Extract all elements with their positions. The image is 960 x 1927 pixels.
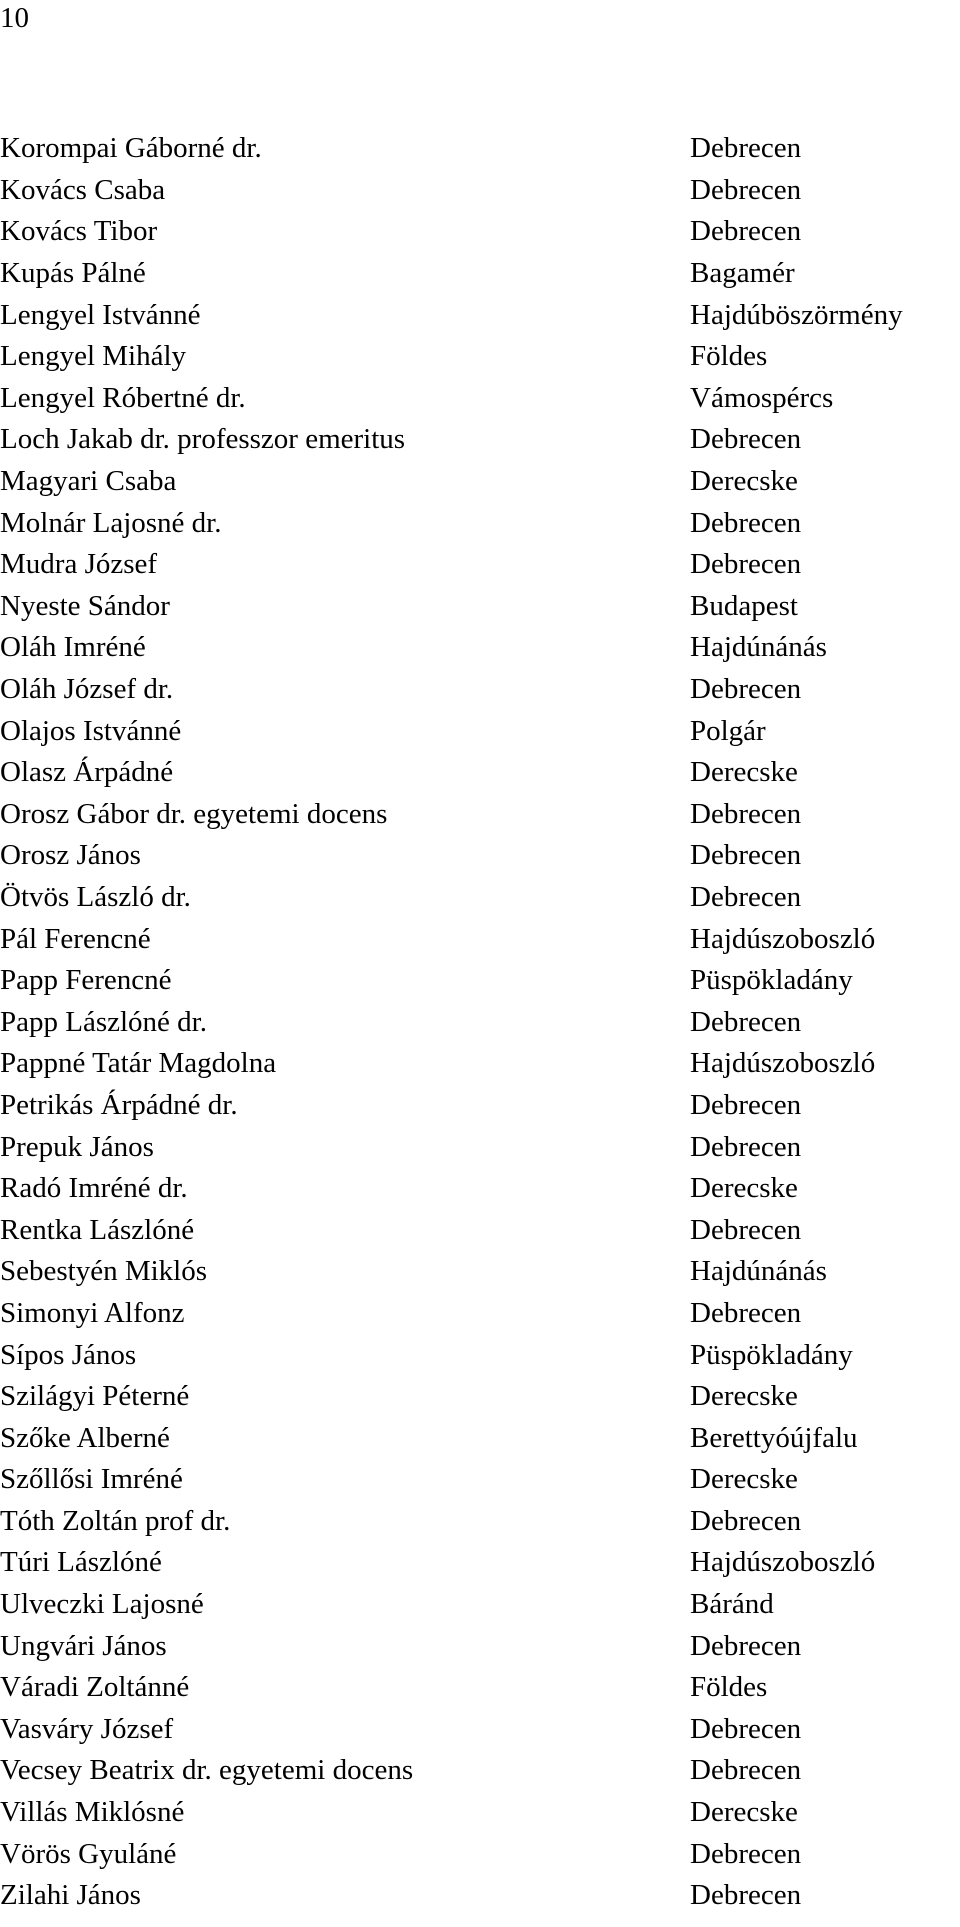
- list-item: [0, 1209, 960, 1251]
- list-item: [0, 710, 960, 752]
- list-item: [0, 1542, 960, 1584]
- member-city: Derecske: [690, 1463, 798, 1496]
- member-city: Debrecen: [690, 1088, 802, 1121]
- member-name: Váradi Zoltánné: [0, 1671, 190, 1704]
- member-city: Debrecen: [690, 132, 802, 165]
- list-item: [0, 1085, 960, 1127]
- list-item: [0, 170, 960, 212]
- member-name: Lengyel Mihály: [0, 340, 187, 373]
- list-item: [0, 461, 960, 503]
- member-city: Hajdúnánás: [690, 1255, 827, 1288]
- member-city: Püspökladány: [690, 1338, 853, 1371]
- member-city: Debrecen: [690, 1005, 802, 1038]
- list-item: [0, 1001, 960, 1043]
- list-item: [0, 1459, 960, 1501]
- list-item: [0, 1792, 960, 1834]
- member-city: Debrecen: [690, 173, 802, 206]
- member-city: Földes: [690, 340, 768, 373]
- member-name: Orosz Gábor dr. egyetemi docens: [0, 797, 388, 830]
- list-item: [0, 1043, 960, 1085]
- list-item: [0, 1584, 960, 1626]
- list-item: [0, 1709, 960, 1751]
- list-item: [0, 1833, 960, 1875]
- member-name: Loch Jakab dr. professzor emeritus: [0, 423, 406, 456]
- member-name: Kupás Pálné: [0, 257, 146, 290]
- member-name: Radó Imréné dr.: [0, 1172, 188, 1205]
- member-city: Földes: [690, 1671, 768, 1704]
- list-item: [0, 877, 960, 919]
- member-city: Debrecen: [690, 1296, 802, 1329]
- member-name: Sebestyén Miklós: [0, 1255, 208, 1288]
- member-city: Budapest: [690, 589, 798, 622]
- member-name: Ulveczki Lajosné: [0, 1588, 204, 1621]
- member-city: Debrecen: [690, 1837, 802, 1870]
- member-city: Berettyóújfalu: [690, 1421, 858, 1454]
- list-item: [0, 294, 960, 336]
- list-item: [0, 544, 960, 586]
- member-city: Derecske: [690, 756, 798, 789]
- member-city: Debrecen: [690, 1754, 802, 1787]
- member-city: Hajdúszoboszló: [690, 1047, 876, 1080]
- member-city: Báránd: [690, 1588, 774, 1621]
- member-city: Derecske: [690, 1172, 798, 1205]
- list-item: [0, 378, 960, 420]
- member-list: [0, 128, 960, 1917]
- list-item: [0, 835, 960, 877]
- list-item: [0, 794, 960, 836]
- member-city: Debrecen: [690, 880, 802, 913]
- member-name: Túri Lászlóné: [0, 1546, 162, 1579]
- list-item: [0, 1875, 960, 1917]
- member-name: Oláh József dr.: [0, 673, 174, 706]
- list-item: [0, 1251, 960, 1293]
- member-city: Debrecen: [690, 1213, 802, 1246]
- list-item: [0, 1126, 960, 1168]
- member-city: Bagamér: [690, 257, 795, 290]
- member-name: Mudra József: [0, 548, 158, 581]
- list-item: [0, 336, 960, 378]
- member-city: Debrecen: [690, 673, 802, 706]
- member-name: Vasváry József: [0, 1712, 174, 1745]
- list-item: [0, 1750, 960, 1792]
- member-city: Hajdúböszörmény: [690, 298, 903, 331]
- list-item: [0, 1293, 960, 1335]
- member-city: Debrecen: [690, 1504, 802, 1537]
- member-city: Debrecen: [690, 215, 802, 248]
- member-name: Petrikás Árpádné dr.: [0, 1088, 238, 1121]
- member-name: Pappné Tatár Magdolna: [0, 1047, 277, 1080]
- member-name: Lengyel Róbertné dr.: [0, 381, 246, 414]
- member-name: Korompai Gáborné dr.: [0, 132, 262, 165]
- member-name: Zilahi János: [0, 1879, 141, 1912]
- member-city: Debrecen: [690, 1130, 802, 1163]
- member-name: Vecsey Beatrix dr. egyetemi docens: [0, 1754, 414, 1787]
- member-city: Hajdúnánás: [690, 631, 827, 664]
- member-city: Polgár: [690, 714, 766, 747]
- member-city: Vámospércs: [690, 381, 834, 414]
- member-city: Debrecen: [690, 839, 802, 872]
- member-name: Nyeste Sándor: [0, 589, 170, 622]
- list-item: [0, 128, 960, 170]
- member-name: Rentka Lászlóné: [0, 1213, 195, 1246]
- member-name: Oláh Imréné: [0, 631, 146, 664]
- member-city: Püspökladány: [690, 964, 853, 997]
- list-item: [0, 960, 960, 1002]
- list-item: [0, 918, 960, 960]
- list-item: [0, 211, 960, 253]
- member-name: Szőllősi Imréné: [0, 1463, 183, 1496]
- member-name: Molnár Lajosné dr.: [0, 506, 222, 539]
- member-name: Pál Ferencné: [0, 922, 151, 955]
- member-name: Villás Miklósné: [0, 1796, 185, 1829]
- member-name: Simonyi Alfonz: [0, 1296, 185, 1329]
- list-item: [0, 1334, 960, 1376]
- member-city: Hajdúszoboszló: [690, 922, 876, 955]
- member-city: Derecske: [690, 1380, 798, 1413]
- member-city: Debrecen: [690, 506, 802, 539]
- list-item: [0, 1417, 960, 1459]
- member-name: Vörös Gyuláné: [0, 1837, 177, 1870]
- member-name: Ungvári János: [0, 1629, 167, 1662]
- list-item: [0, 669, 960, 711]
- member-name: Papp Ferencné: [0, 964, 172, 997]
- member-city: Debrecen: [690, 548, 802, 581]
- list-item: [0, 1376, 960, 1418]
- member-name: Kovács Tibor: [0, 215, 158, 248]
- member-city: Debrecen: [690, 1629, 802, 1662]
- member-name: Orosz János: [0, 839, 141, 872]
- list-item: [0, 1667, 960, 1709]
- member-name: Magyari Csaba: [0, 465, 177, 498]
- member-name: Lengyel Istvánné: [0, 298, 201, 331]
- member-name: Tóth Zoltán prof dr.: [0, 1504, 231, 1537]
- member-city: Debrecen: [690, 797, 802, 830]
- member-name: Prepuk János: [0, 1130, 154, 1163]
- member-name: Kovács Csaba: [0, 173, 166, 206]
- member-name: Olajos Istvánné: [0, 714, 182, 747]
- page-number: 10: [0, 2, 29, 34]
- member-city: Derecske: [690, 1796, 798, 1829]
- list-item: [0, 627, 960, 669]
- member-city: Debrecen: [690, 423, 802, 456]
- list-item: [0, 419, 960, 461]
- member-city: Hajdúszoboszló: [690, 1546, 876, 1579]
- member-name: Ötvös László dr.: [0, 880, 191, 913]
- list-item: [0, 586, 960, 628]
- member-city: Derecske: [690, 465, 798, 498]
- list-item: [0, 502, 960, 544]
- member-name: Olasz Árpádné: [0, 756, 174, 789]
- list-item: [0, 752, 960, 794]
- list-item: [0, 1168, 960, 1210]
- member-name: Szilágyi Péterné: [0, 1380, 190, 1413]
- member-city: Debrecen: [690, 1879, 802, 1912]
- member-name: Sípos János: [0, 1338, 137, 1371]
- list-item: [0, 1625, 960, 1667]
- member-name: Szőke Alberné: [0, 1421, 170, 1454]
- member-name: Papp Lászlóné dr.: [0, 1005, 207, 1038]
- member-city: Debrecen: [690, 1712, 802, 1745]
- list-item: [0, 1501, 960, 1543]
- list-item: [0, 253, 960, 295]
